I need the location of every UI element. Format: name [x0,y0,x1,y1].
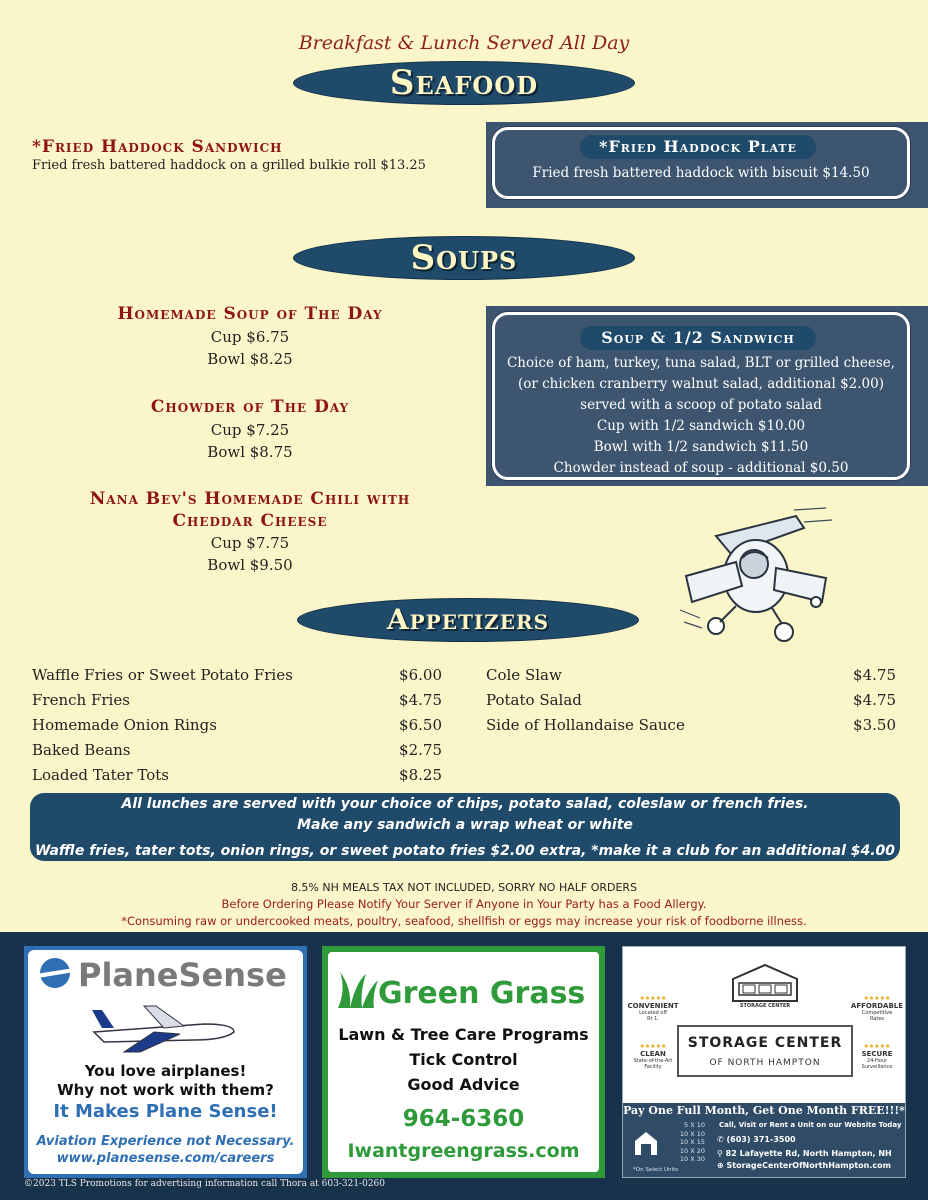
green-grass-brand: Green Grass [378,976,586,1011]
feature-title: CONVENIENT [627,1002,679,1010]
homemade-chili [0,488,500,576]
soups-title: Soups [410,238,518,278]
appetizer-price: $3.50 [853,716,896,734]
feature-sub: Facility [644,1064,662,1070]
appetizers-left-list [32,663,442,788]
soups-header [294,237,634,279]
appetizer-name: Loaded Tater Tots [32,766,170,784]
unit-size: 10 X 30 [679,1155,705,1163]
chowder-of-the-day-name: Chowder of The Day [150,397,350,417]
storage-promo: Pay One Full Month, Get One Month FREE!!!* [623,1104,905,1117]
banner-line1: All lunches are served with your choice of chips, potato salad, coleslaw or french fries. [121,796,809,812]
combo-line: Chowder instead of soup - additional $0.50 [553,460,849,476]
list-item [32,738,442,763]
appetizer-name: Waffle Fries or Sweet Potato Fries [32,666,293,684]
allergy-note: Before Ordering Please Notify Your Server if Anyone in Your Party has a Food Allergy. [221,897,707,911]
seafood-title: Seafood [389,63,539,103]
list-item [32,688,442,713]
feature-convenient [625,995,681,1022]
unit-size: 10 X 15 [679,1138,705,1146]
green-grass-phone[interactable]: 964-6360 [402,1106,525,1132]
appetizer-name: Cole Slaw [486,666,562,684]
airplane-illustration [676,506,836,648]
storage-address-row [717,1149,892,1158]
list-item [486,713,896,738]
footer-credit: ©2023 TLS Promotions for advertising information call Thora at 603-321-0260 [24,1179,386,1189]
combo-line: Cup with 1/2 sandwich $10.00 [596,418,806,434]
feature-sub: 24-Hour [866,1058,888,1064]
combo-line: served with a scoop of potato salad [580,397,822,413]
soup-of-the-day-bowl: Bowl $8.25 [207,350,293,368]
chowder-of-the-day-cup: Cup $7.25 [210,421,290,439]
green-grass-ad[interactable] [322,946,605,1178]
unit-sizes-note: *On Select Units [633,1167,679,1173]
unit-size: 10 X 20 [679,1146,705,1155]
storage-unit-icon [633,1129,659,1157]
tax-note: 8.5% NH MEALS TAX NOT INCLUDED, SORRY NO HALF ORDERS [290,881,638,894]
feature-clean [625,1043,681,1070]
soup-half-sandwich-title: Soup & 1/2 Sandwich [580,326,816,350]
appetizer-name: Side of Hollandaise Sauce [486,716,685,734]
green-grass-line3: Good Advice [407,1075,520,1094]
homemade-chili-bowl: Bowl $9.50 [207,556,293,574]
storage-building-icon [727,961,803,1003]
lunch-sides-banner [30,793,900,861]
appetizer-price: $4.75 [399,691,442,709]
soup-half-sandwich-box [486,306,928,486]
homemade-chili-name-line2: Cheddar Cheese [172,511,328,531]
appetizer-price: $4.75 [853,666,896,684]
combo-line: Bowl with 1/2 sandwich $11.50 [593,439,809,455]
appetizer-price: $8.25 [399,766,442,784]
star-icons: ★★★★★ [639,995,667,1002]
soup-of-the-day-name: Homemade Soup of The Day [117,304,383,324]
feature-sub: Competitive [861,1010,893,1016]
appetizer-name: Potato Salad [486,691,582,709]
appetizer-price: $6.00 [399,666,442,684]
fried-haddock-sandwich-name: *Fried Haddock Sandwich [32,137,283,157]
storage-call: Call, Visit or Rent a Unit on our Website Today [719,1121,902,1129]
appetizer-name: French Fries [32,691,130,709]
list-item [32,713,442,738]
feature-sub: State-of-the-Art [633,1058,673,1064]
planesense-slogan: It Makes Plane Sense! [53,1101,278,1122]
appetizer-price: $6.50 [399,716,442,734]
tagline: Breakfast & Lunch Served All Day [298,32,630,54]
appetizer-price: $4.75 [853,691,896,709]
raw-food-warning: *Consuming raw or undercooked meats, poultry, seafood, shellfish or eggs may increase your risk of foodborne illness. [121,914,807,928]
homemade-chili-name-line1: Nana Bev's Homemade Chili with [89,489,411,509]
appetizer-price: $2.75 [399,741,442,759]
feature-sub: Surveillance [861,1064,893,1070]
fried-haddock-plate-box [486,122,928,208]
homemade-chili-cup: Cup $7.75 [210,534,290,552]
feature-title: CLEAN [640,1050,666,1058]
feature-secure [849,1043,905,1070]
feature-sub: Located off [639,1010,667,1016]
list-item [486,688,896,713]
phone-icon: ✆ [717,1135,724,1144]
banner-line2: Make any sandwich a wrap wheat or white [297,817,633,833]
feature-title: AFFORDABLE [850,1002,904,1010]
storage-name: STORAGE CENTER [687,1035,843,1051]
storage-address: 82 Lafayette Rd, North Hampton, NH [725,1149,892,1158]
planesense-line2: Why not work with them? [57,1081,274,1099]
combo-line: Choice of ham, turkey, tuna salad, BLT or grilled cheese, [506,355,896,371]
globe-icon: ⊕ [717,1161,724,1170]
planesense-ad[interactable] [24,946,307,1178]
chowder-of-the-day-bowl: Bowl $8.75 [207,443,293,461]
appetizers-right-list [486,663,896,738]
storage-name-box [677,1025,853,1077]
chowder-of-the-day [0,395,500,463]
storage-center-ad[interactable] [622,946,906,1178]
list-item [32,763,442,788]
unit-size: 10 X 10 [679,1129,705,1138]
feature-title: SECURE [861,1050,893,1058]
list-item [32,663,442,688]
location-pin-icon: ⚲ [717,1149,723,1158]
list-item [486,663,896,688]
fried-haddock-sandwich-desc: Fried fresh battered haddock on a grilled bulkie roll $13.25 [32,158,426,173]
soup-of-the-day-cup: Cup $6.75 [210,328,290,346]
storage-phone[interactable]: (603) 371-3500 [726,1135,796,1144]
unit-size: 5 X 10 [684,1121,705,1129]
feature-affordable [849,995,905,1022]
seafood-header [294,62,634,104]
storage-sub: OF NORTH HAMPTON [709,1058,821,1068]
planesense-logo-icon [34,956,76,990]
green-grass-line1: Lawn & Tree Care Programs [338,1025,589,1044]
soup-half-sandwich-details [492,353,910,479]
soup-of-the-day [0,302,500,370]
fried-haddock-plate-name: *Fried Haddock Plate [580,135,816,159]
fried-haddock-plate-desc: Fried fresh battered haddock with biscuit $14.50 [532,165,870,181]
appetizers-header [298,599,638,641]
star-icons: ★★★★★ [639,1043,667,1050]
feature-sub: Rates [869,1016,885,1022]
star-icons: ★★★★★ [863,1043,891,1050]
storage-web-row[interactable] [717,1161,891,1170]
banner-line3: Waffle fries, tater tots, onion rings, or sweet potato fries $2.00 extra, *make it a club for an additional $4.00 [34,843,896,859]
planesense-url[interactable]: www.planesense.com/careers [56,1151,275,1166]
planesense-line1: You love airplanes! [84,1062,247,1080]
planesense-line3: Aviation Experience not Necessary. [36,1134,295,1149]
appetizer-name: Homemade Onion Rings [32,716,217,734]
appetizers-title: Appetizers [386,603,550,636]
planesense-brand: PlaneSense [78,956,287,994]
grass-icon [336,970,380,1010]
star-icons: ★★★★★ [863,995,891,1002]
combo-line: (or chicken cranberry walnut salad, additional $2.00) [517,376,885,392]
green-grass-url[interactable]: Iwantgreengrass.com [347,1140,580,1162]
green-grass-line2: Tick Control [409,1050,518,1069]
storage-logo-small: STORAGE CENTER [739,1003,791,1009]
appetizer-name: Baked Beans [32,741,131,759]
unit-sizes [661,1121,705,1164]
airplane-icon [84,998,244,1054]
storage-web[interactable]: StorageCenterOfNorthHampton.com [726,1161,891,1170]
storage-phone-row[interactable] [717,1135,796,1144]
feature-sub: Rt 1. [647,1016,659,1022]
